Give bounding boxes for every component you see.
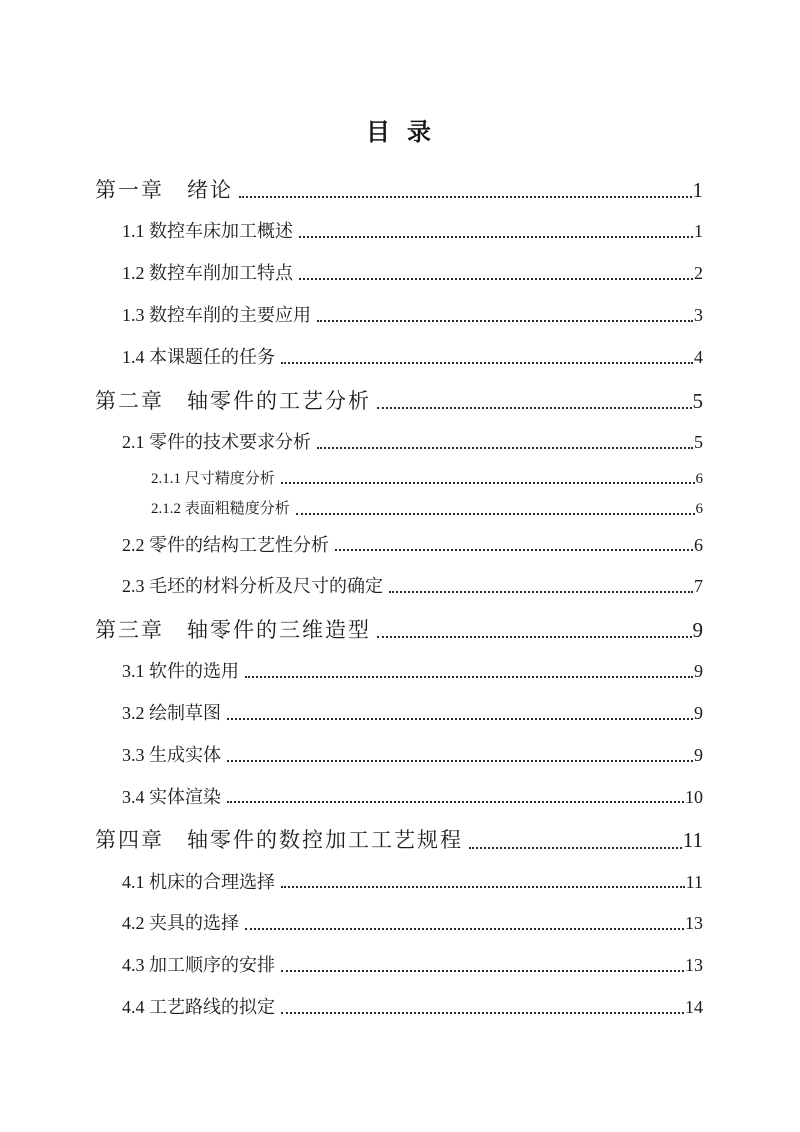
toc-entry-label: 第四章 轴零件的数控加工工艺规程: [95, 828, 463, 853]
toc-entry-label: 2.1 零件的技术要求分析: [122, 431, 311, 452]
dot-leader: [299, 236, 693, 238]
toc-entry-4-1[interactable]: [95, 873, 703, 893]
toc-page-number: 4: [694, 346, 703, 367]
toc-entry-1-1[interactable]: [95, 222, 703, 242]
toc-page-number: 9: [694, 661, 703, 682]
toc-entry-label: 1.4 本课题任的任务: [122, 346, 275, 367]
dot-leader: [245, 676, 693, 678]
toc-entry-4-3[interactable]: [95, 956, 703, 976]
dot-leader: [469, 847, 682, 849]
dot-leader: [377, 636, 692, 638]
toc-page-number: 13: [685, 913, 703, 934]
toc-entry-1-4[interactable]: [95, 348, 703, 368]
toc-page-number: 6: [695, 470, 703, 487]
toc-entry-3-1[interactable]: [95, 662, 703, 682]
toc-entry-label: 1.2 数控车削加工特点: [122, 263, 293, 284]
toc-entry-label: 2.1.2 表面粗糙度分析: [151, 501, 290, 518]
toc-page-number: 13: [685, 955, 703, 976]
toc-page-number: 5: [692, 388, 703, 413]
toc-entry-2-1[interactable]: [95, 433, 703, 453]
dot-leader: [317, 447, 693, 449]
toc-page-number: 3: [694, 305, 703, 326]
toc-entry-label: 2.3 毛坯的材料分析及尺寸的确定: [122, 576, 383, 597]
toc-page-number: 6: [694, 534, 703, 555]
toc-entry-4-4[interactable]: [95, 998, 703, 1018]
dot-leader: [281, 482, 695, 484]
toc-entry-label: 3.4 实体渲染: [122, 786, 221, 807]
toc-page-number: 11: [685, 871, 703, 892]
toc-entry-label: 第三章 轴零件的三维造型: [95, 618, 371, 643]
toc-entry-4-2[interactable]: [95, 914, 703, 934]
dot-leader: [245, 928, 684, 930]
toc-page-number: 10: [685, 786, 703, 807]
toc-entry-label: 3.1 软件的选用: [122, 661, 239, 682]
dot-leader: [389, 591, 693, 593]
toc-entry-label: 3.2 绘制草图: [122, 703, 221, 724]
toc-entry-label: 4.1 机床的合理选择: [122, 871, 275, 892]
toc-entry-chapter-3[interactable]: [95, 619, 703, 642]
page-title: 目 录: [366, 120, 432, 146]
toc-entry-chapter-4[interactable]: [95, 829, 703, 852]
toc-page-number: 6: [695, 501, 703, 518]
toc-entry-label: 3.3 生成实体: [122, 744, 221, 765]
toc-entry-label: 2.2 零件的结构工艺性分析: [122, 534, 329, 555]
dot-leader: [281, 1012, 684, 1014]
toc-entry-2-1-2[interactable]: [95, 501, 703, 518]
dot-leader: [227, 801, 684, 803]
toc-page-number: 7: [694, 576, 703, 597]
dot-leader: [299, 278, 693, 280]
toc-page-number: 5: [694, 431, 703, 452]
toc-entry-label: 1.3 数控车削的主要应用: [122, 305, 311, 326]
toc-entry-label: 4.4 工艺路线的拟定: [122, 996, 275, 1017]
toc-page-number: 1: [694, 221, 703, 242]
toc-page-number: 9: [694, 744, 703, 765]
toc-entry-1-2[interactable]: [95, 264, 703, 284]
dot-leader: [239, 196, 692, 198]
toc-page-number: 9: [694, 703, 703, 724]
toc-entry-2-2[interactable]: [95, 536, 703, 556]
toc-entry-label: 4.3 加工顺序的安排: [122, 955, 275, 976]
dot-leader: [335, 549, 693, 551]
toc-entry-3-2[interactable]: [95, 704, 703, 724]
dot-leader: [227, 760, 693, 762]
toc-page-number: 2: [694, 263, 703, 284]
toc-page-number: 11: [682, 828, 703, 853]
toc-entry-label: 1.1 数控车床加工概述: [122, 221, 293, 242]
toc-page-number: 9: [692, 618, 703, 643]
toc-page-number: 14: [685, 996, 703, 1017]
dot-leader: [296, 513, 695, 515]
toc-entry-label: 4.2 夹具的选择: [122, 913, 239, 934]
toc-page-number: 1: [692, 178, 703, 203]
toc-entry-label: 2.1.1 尺寸精度分析: [151, 470, 275, 487]
toc-entry-chapter-2[interactable]: [95, 390, 703, 413]
dot-leader: [377, 407, 692, 409]
toc-entry-3-3[interactable]: [95, 746, 703, 766]
toc-entry-label: 第一章 绪论: [95, 178, 233, 203]
dot-leader: [281, 362, 693, 364]
toc-entry-3-4[interactable]: [95, 788, 703, 808]
dot-leader: [227, 718, 693, 720]
toc-entry-2-3[interactable]: [95, 577, 703, 597]
toc-entry-label: 第二章 轴零件的工艺分析: [95, 388, 371, 413]
toc-entry-chapter-1[interactable]: [95, 179, 703, 202]
dot-leader: [281, 886, 685, 888]
dot-leader: [317, 320, 693, 322]
dot-leader: [281, 970, 684, 972]
toc-entry-1-3[interactable]: [95, 306, 703, 326]
toc-entry-2-1-1[interactable]: [95, 471, 703, 488]
